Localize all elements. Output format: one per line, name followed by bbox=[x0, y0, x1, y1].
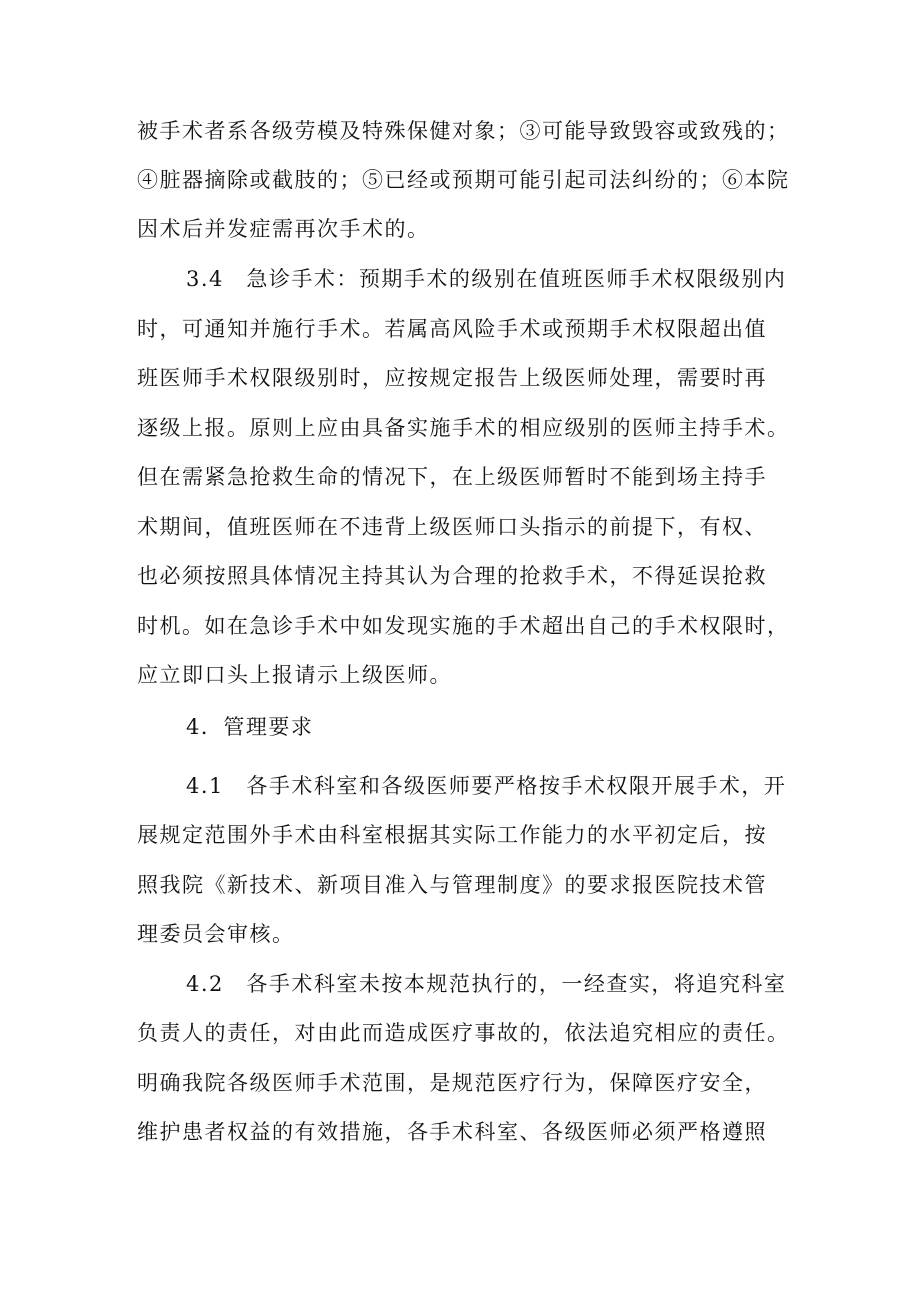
section-4-2-heading-line: 4.2 各手术科室未按本规范执行的，一经查实，将追究科室 bbox=[186, 972, 787, 996]
text-line: 术期间，值班医师在不违背上级医师口头指示的前提下，有权、 bbox=[137, 515, 767, 539]
text-line: ④脏器摘除或截肢的；⑤已经或预期可能引起司法纠纷的；⑥本院 bbox=[137, 168, 790, 192]
text-line: 因术后并发症需再次手术的。 bbox=[137, 217, 430, 241]
text-line: 维护患者权益的有效措施，各手术科室、各级医师必须严格遵照 bbox=[137, 1120, 767, 1144]
text-line: 应立即口头上报请示上级医师。 bbox=[137, 663, 452, 687]
text-line: 也必须按照具体情况主持其认为合理的抢救手术，不得延误抢救 bbox=[137, 564, 767, 588]
section-3-4-heading-line: 3.4 急诊手术：预期手术的级别在值班医师手术权限级别内 bbox=[186, 267, 787, 291]
text-line: 负责人的责任，对由此而造成医疗事故的，依法追究相应的责任。 bbox=[137, 1021, 790, 1045]
text-line: 但在需紧急抢救生命的情况下，在上级医师暂时不能到场主持手 bbox=[137, 465, 767, 489]
text-line: 明确我院各级医师手术范围，是规范医疗行为，保障医疗安全， bbox=[137, 1071, 767, 1095]
text-line: 理委员会审核。 bbox=[137, 922, 295, 946]
text-line: 班医师手术权限级别时，应按规定报告上级医师处理，需要时再 bbox=[137, 366, 767, 390]
text-line: 时，可通知并施行手术。若属高风险手术或预期手术权限超出值 bbox=[137, 317, 767, 341]
text-line: 被手术者系各级劳模及特殊保健对象；③可能导致毁容或致残的； bbox=[137, 119, 790, 143]
text-line: 逐级上报。原则上应由具备实施手术的相应级别的医师主持手术。 bbox=[137, 416, 790, 440]
text-line: 时机。如在急诊手术中如发现实施的手术超出自己的手术权限时， bbox=[137, 614, 790, 638]
text-line: 照我院《新技术、新项目准入与管理制度》的要求报医院技术管 bbox=[137, 873, 767, 897]
section-4-heading: 4．管理要求 bbox=[186, 715, 314, 739]
section-4-1-heading-line: 4.1 各手术科室和各级医师要严格按手术权限开展手术，开 bbox=[186, 774, 787, 798]
text-line: 展规定范围外手术由科室根据其实际工作能力的水平初定后，按 bbox=[137, 823, 767, 847]
